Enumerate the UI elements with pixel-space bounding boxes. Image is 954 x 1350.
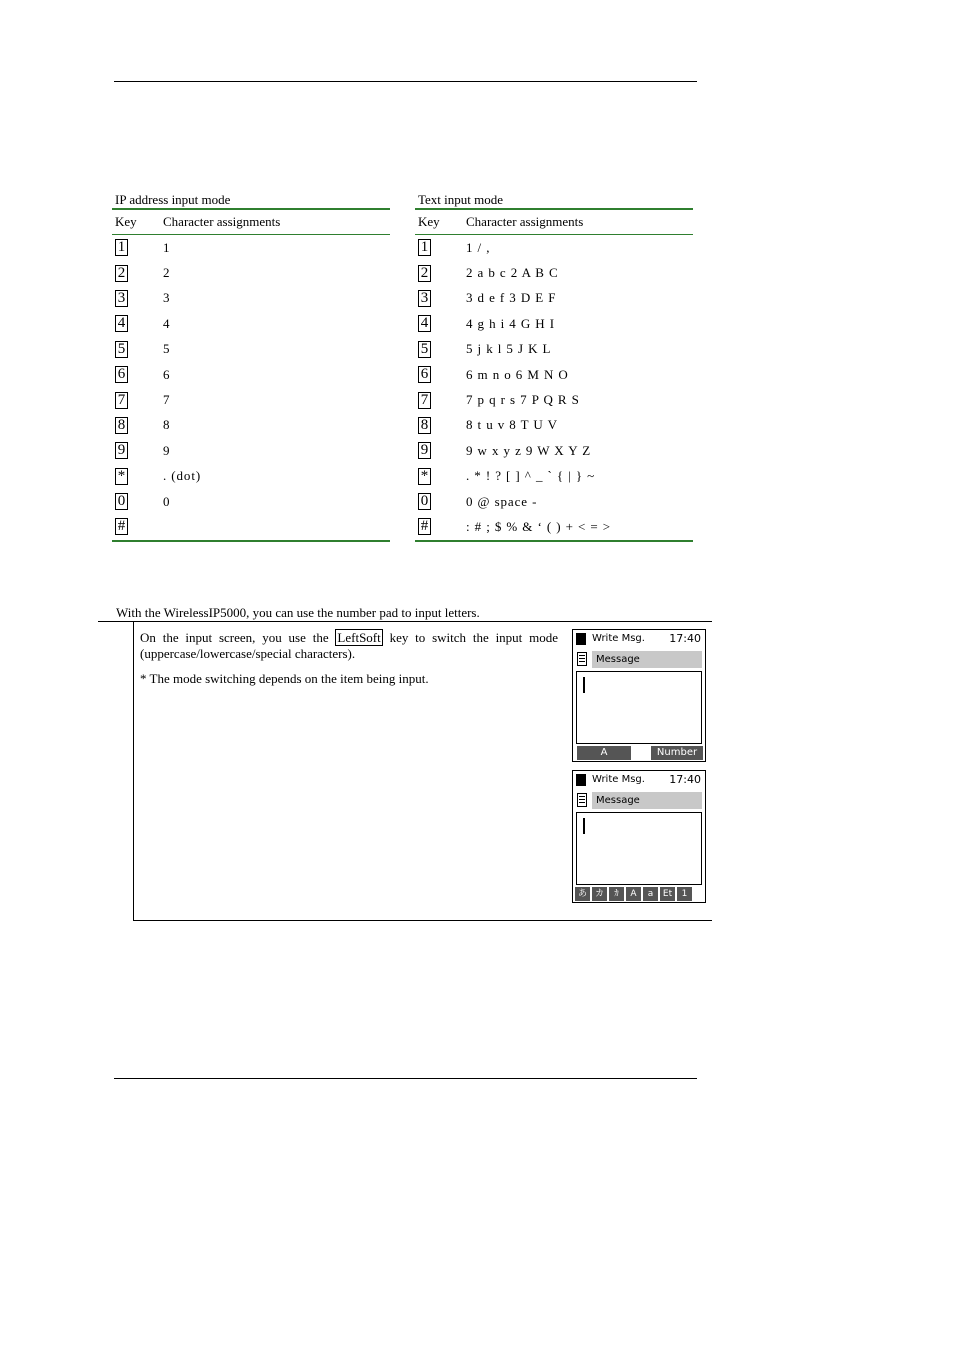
mode-special[interactable]: Et	[660, 887, 675, 901]
key-cell	[115, 442, 163, 459]
key-label: 4	[418, 315, 431, 332]
key-cell	[115, 290, 163, 307]
mode-switch-paragraph	[140, 630, 558, 662]
assignment-cell: 6	[163, 366, 171, 382]
assignment-cell: 2	[163, 265, 171, 281]
key-label: 5	[418, 341, 431, 358]
key-label: 3	[418, 290, 431, 307]
key-cell	[115, 341, 163, 358]
phone-clock: 17:40	[669, 632, 701, 645]
ip-table-caption: IP address input mode	[112, 191, 390, 210]
table-row	[112, 514, 390, 539]
header-rule	[114, 81, 697, 82]
text-caret	[583, 677, 585, 693]
key-cell	[418, 392, 466, 409]
key-cell	[418, 239, 466, 256]
table-row	[415, 464, 693, 489]
key-cell	[418, 468, 466, 485]
phone-title: Write Msg.	[592, 633, 645, 644]
key-cell	[418, 265, 466, 282]
text-col-assign: Character assignments	[466, 214, 584, 229]
key-label: 9	[418, 442, 431, 459]
table-row	[112, 235, 390, 260]
table-row	[112, 464, 390, 489]
key-cell	[115, 239, 163, 256]
table-row	[415, 260, 693, 285]
table-row	[415, 489, 693, 514]
table-row	[415, 514, 693, 539]
ip-col-assign: Character assignments	[163, 214, 281, 229]
key-cell	[418, 366, 466, 383]
input-mode-bar	[575, 887, 703, 901]
key-cell	[115, 493, 163, 510]
key-cell	[115, 315, 163, 332]
key-cell	[418, 518, 466, 535]
table-row	[112, 387, 390, 412]
key-label: 1	[115, 239, 128, 256]
assignment-cell: 5	[163, 341, 171, 357]
key-label: 1	[418, 239, 431, 256]
text-table-rows	[415, 235, 693, 542]
panel-text	[140, 630, 558, 696]
left-soft-key[interactable]: A	[577, 746, 631, 760]
key-cell	[418, 417, 466, 434]
key-label: 2	[115, 265, 128, 282]
key-label: 3	[115, 290, 128, 307]
table-row	[112, 413, 390, 438]
key-cell	[418, 493, 466, 510]
ip-address-table	[112, 191, 390, 542]
phone-title-bar	[575, 632, 703, 646]
intro-text: With the WirelessIP5000, you can use the number pad to input letters.	[116, 605, 480, 620]
assignment-cell: . (dot)	[163, 468, 202, 484]
panel-left-line	[133, 621, 134, 920]
key-label: 0	[418, 493, 431, 510]
message-body[interactable]	[576, 812, 702, 885]
text-col-key: Key	[418, 214, 440, 229]
key-cell	[115, 468, 163, 485]
table-row	[112, 260, 390, 285]
leftsoft-key-label: LeftSoft	[337, 630, 381, 645]
footer-rule	[114, 1078, 697, 1079]
signal-icon	[576, 774, 586, 786]
key-cell	[115, 518, 163, 535]
phone-screen-mode-list	[572, 770, 706, 903]
key-label: #	[115, 518, 128, 535]
message-field[interactable]: Message	[592, 792, 702, 809]
key-label: 5	[115, 341, 128, 358]
phone-title: Write Msg.	[592, 774, 645, 785]
assignment-cell: 5 j k l 5 J K L	[466, 341, 552, 357]
table-row	[112, 286, 390, 311]
key-cell	[418, 442, 466, 459]
table-row	[112, 337, 390, 362]
text-caret	[583, 818, 585, 834]
assignment-cell: 0	[163, 493, 171, 509]
table-row	[415, 311, 693, 336]
ip-col-key: Key	[115, 214, 137, 229]
key-label: *	[418, 468, 431, 485]
mode-uppercase[interactable]: A	[626, 887, 641, 901]
assignment-cell: 4	[163, 315, 171, 331]
key-label: 0	[115, 493, 128, 510]
table-row	[112, 438, 390, 463]
mode-hiragana[interactable]: あ	[575, 887, 590, 901]
key-cell	[418, 290, 466, 307]
para1-before: On the input screen, you use the	[140, 630, 336, 645]
mode-katakana[interactable]: カ	[592, 887, 607, 901]
table-row	[112, 362, 390, 387]
key-label: 7	[115, 392, 128, 409]
key-label: 4	[115, 315, 128, 332]
assignment-cell: 4 g h i 4 G H I	[466, 315, 555, 331]
assignment-cell: 8	[163, 417, 171, 433]
mode-lowercase[interactable]: a	[643, 887, 658, 901]
assignment-cell: 7 p q r s 7 P Q R S	[466, 392, 580, 408]
mode-note-paragraph: * The mode switching depends on the item being input.	[140, 671, 429, 686]
message-row	[576, 792, 702, 809]
key-cell	[115, 392, 163, 409]
assignment-cell: 7	[163, 392, 171, 408]
key-label: 6	[115, 366, 128, 383]
message-body[interactable]	[576, 671, 702, 744]
ip-table-header	[112, 210, 390, 235]
table-row	[415, 387, 693, 412]
text-table-caption: Text input mode	[415, 191, 693, 210]
table-row	[415, 362, 693, 387]
key-label: 8	[418, 417, 431, 434]
assignment-cell: 9	[163, 442, 171, 458]
para1-after: key to switch the input mode (uppercase/lowercase/special characters).	[140, 630, 559, 661]
table-row	[415, 413, 693, 438]
phone-title-bar	[575, 773, 703, 787]
assignment-cell: 3 d e f 3 D E F	[466, 290, 557, 306]
message-field[interactable]: Message	[592, 651, 702, 668]
phone-screen-single-mode	[572, 629, 706, 762]
assignment-cell: 2 a b c 2 A B C	[466, 265, 559, 281]
assignment-cell: 9 w x y z 9 W X Y Z	[466, 442, 592, 458]
text-table-header	[415, 210, 693, 235]
mode-halfwidth-katakana[interactable]: ｶ	[609, 887, 624, 901]
table-row	[112, 489, 390, 514]
table-row	[415, 235, 693, 260]
assignment-cell: 1 / ,	[466, 239, 491, 255]
key-cell	[418, 315, 466, 332]
mode-number[interactable]: 1	[677, 887, 692, 901]
message-row	[576, 651, 702, 668]
table-row	[415, 286, 693, 311]
assignment-cell: 3	[163, 290, 171, 306]
key-cell	[115, 417, 163, 434]
key-label: 6	[418, 366, 431, 383]
key-cell	[115, 366, 163, 383]
document-icon	[577, 652, 587, 666]
key-label: 2	[418, 265, 431, 282]
key-label: 9	[115, 442, 128, 459]
key-cell	[115, 265, 163, 282]
phone-clock: 17:40	[669, 773, 701, 786]
document-icon	[577, 793, 587, 807]
signal-icon	[576, 633, 586, 645]
assignment-cell: 6 m n o 6 M N O	[466, 366, 569, 382]
key-label: 8	[115, 417, 128, 434]
table-row	[415, 438, 693, 463]
table-row	[415, 337, 693, 362]
right-soft-key[interactable]: Number	[651, 746, 703, 760]
assignment-cell: 0 @ space -	[466, 493, 538, 509]
key-cell	[418, 341, 466, 358]
assignment-cell: 1	[163, 239, 171, 255]
assignment-cell: : # ; $ % & ‘ ( ) + < = >	[466, 518, 611, 534]
assignment-cell: . * ! ? [ ] ^ _ ` { | } ~	[466, 468, 596, 484]
table-row	[112, 311, 390, 336]
key-label: *	[115, 468, 128, 485]
ip-table-rows	[112, 235, 390, 542]
assignment-cell: 8 t u v 8 T U V	[466, 417, 558, 433]
panel-top-line	[98, 621, 712, 622]
soft-key-bar	[575, 746, 703, 760]
key-label: #	[418, 518, 431, 535]
panel-bottom-line	[133, 920, 712, 921]
key-label: 7	[418, 392, 431, 409]
text-input-table	[415, 191, 693, 542]
